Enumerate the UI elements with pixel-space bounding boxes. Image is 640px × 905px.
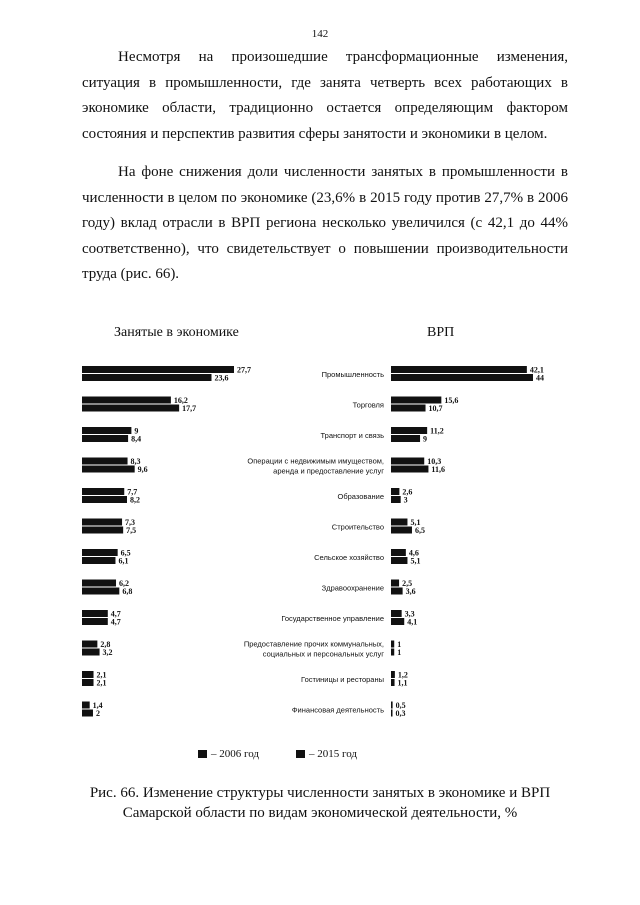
bar-grp-2006-год-2 xyxy=(391,397,441,404)
bar-grp-2006-год-8 xyxy=(391,580,399,587)
data-label-employment-2006-год-10: 2,8 xyxy=(100,640,111,649)
data-label-grp-2006-год-5: 2,6 xyxy=(402,487,413,497)
data-label-employment-2015-год-11: 2,1 xyxy=(96,678,107,688)
bar-grp-2015-год-10 xyxy=(391,649,394,656)
category-label-9 xyxy=(281,614,384,623)
bar-grp-2015-год-2 xyxy=(391,405,426,412)
bar-employment-2006-год-7 xyxy=(82,549,118,556)
data-label-grp-2015-год-12: 0,3 xyxy=(395,709,406,718)
data-label-employment-2006-год-7: 6,5 xyxy=(120,548,131,558)
bar-grp-2006-год-11 xyxy=(391,671,395,678)
bar-employment-2015-год-8 xyxy=(82,588,119,595)
bar-employment-2006-год-3 xyxy=(82,427,131,434)
category-label-3-line-1: Транспорт и связь xyxy=(320,431,384,440)
category-label-7-line-1: Сельское хозяйство xyxy=(314,553,384,562)
data-label-employment-2015-год-10: 3,2 xyxy=(102,648,113,657)
data-label-grp-2015-год-10: 1 xyxy=(397,648,402,657)
bar-grp-2006-год-10 xyxy=(391,641,394,648)
bar-grp-2006-год-12 xyxy=(391,702,393,709)
bar-employment-2006-год-4 xyxy=(82,458,128,465)
data-label-grp-2015-год-3: 9 xyxy=(423,434,428,444)
bar-employment-2015-год-5 xyxy=(82,496,127,503)
data-label-employment-2015-год-6: 7,5 xyxy=(126,526,137,535)
bar-grp-2015-год-7 xyxy=(391,557,407,564)
data-label-grp-2015-год-9: 4,1 xyxy=(407,617,418,627)
bar-employment-2006-год-9 xyxy=(82,610,108,617)
bar-grp-2006-год-3 xyxy=(391,427,427,434)
category-label-8 xyxy=(322,584,384,593)
data-label-grp-2006-год-1: 42,1 xyxy=(529,365,544,375)
category-label-1-line-1: Промышленность xyxy=(321,370,384,379)
category-label-8-line-1: Здравоохранение xyxy=(321,583,384,593)
legend-label-2015: – 2015 год xyxy=(309,748,358,760)
data-label-grp-2015-год-5: 3 xyxy=(403,495,408,505)
data-label-grp-2006-год-7: 4,6 xyxy=(408,548,419,558)
category-label-6-line-1: Строительство xyxy=(331,522,384,532)
data-label-employment-2006-год-12: 1,4 xyxy=(92,701,103,710)
category-label-7 xyxy=(314,553,384,562)
legend-label-2006: – 2006 год xyxy=(211,748,260,760)
data-label-grp-2006-год-6: 5,1 xyxy=(410,518,421,527)
page-number: 142 xyxy=(311,28,329,40)
data-label-employment-2015-год-7: 6,1 xyxy=(118,556,129,566)
bar-grp-2015-год-4 xyxy=(391,466,428,473)
category-label-4-line-1: Операции с недвижимым имуществом, xyxy=(247,456,384,466)
data-label-grp-2015-год-7: 5,1 xyxy=(410,556,421,566)
category-label-12-line-1: Финансовая деятельность xyxy=(291,705,384,715)
category-label-2-line-1: Торговля xyxy=(352,400,384,410)
data-label-employment-2006-год-4: 8,3 xyxy=(130,457,141,466)
data-label-grp-2006-год-11: 1,2 xyxy=(397,670,408,680)
category-label-5-line-1: Образование xyxy=(337,492,384,501)
chart-title-employment: Занятые в экономике xyxy=(114,325,239,340)
bar-grp-2006-год-6 xyxy=(391,519,407,526)
bar-employment-2015-год-3 xyxy=(82,435,128,442)
data-label-employment-2015-год-5: 8,2 xyxy=(129,495,140,505)
bar-employment-2006-год-6 xyxy=(82,519,122,526)
bar-employment-2006-год-2 xyxy=(82,397,171,404)
data-label-employment-2015-год-1: 23,6 xyxy=(214,373,229,383)
data-label-grp-2006-год-10: 1 xyxy=(397,640,402,649)
category-label-10-line-1: Предоставление прочих коммунальных, xyxy=(243,639,384,649)
bar-employment-2015-год-12 xyxy=(82,710,93,717)
bar-grp-2015-год-11 xyxy=(391,679,395,686)
legend-swatch-2015 xyxy=(296,750,305,758)
data-label-grp-2006-год-2: 15,6 xyxy=(444,396,459,405)
legend-swatch-2006 xyxy=(198,750,207,758)
bar-employment-2015-год-6 xyxy=(82,527,123,534)
bar-grp-2015-год-6 xyxy=(391,527,412,534)
data-label-employment-2015-год-8: 6,8 xyxy=(122,587,133,596)
category-label-4-line-2: аренда и предоставление услуг xyxy=(273,466,384,476)
chart-title-grp: ВРП xyxy=(427,325,455,340)
data-label-employment-2006-год-6: 7,3 xyxy=(125,518,136,527)
data-label-grp-2006-год-8: 2,5 xyxy=(402,579,413,588)
bar-employment-2006-год-5 xyxy=(82,488,124,495)
bar-employment-2015-год-11 xyxy=(82,679,94,686)
bar-employment-2015-год-9 xyxy=(82,618,108,625)
category-label-12 xyxy=(292,706,384,715)
category-label-10 xyxy=(244,640,384,659)
bar-employment-2015-год-4 xyxy=(82,466,135,473)
figure-caption-line-2: Самарской области по видам экономической деятельности, % xyxy=(122,805,518,821)
bar-employment-2015-год-7 xyxy=(82,557,115,564)
legend-item-2006 xyxy=(198,748,259,760)
data-label-grp-2015-год-8: 3,6 xyxy=(405,587,416,596)
bar-employment-2006-год-1 xyxy=(82,366,234,373)
bar-employment-2006-год-8 xyxy=(82,580,116,587)
paragraph-1: Несмотря на произошедшие трансформационные изменения, ситуация в промышленности, где занята четверть всех работающих в экономике области, традиционно остается определяющим фактором состояния и перспектив развития сферы занятости и экономики в целом. xyxy=(82,49,568,142)
bar-employment-2015-год-1 xyxy=(82,374,212,381)
data-label-employment-2006-год-8: 6,2 xyxy=(119,579,130,588)
data-label-grp-2006-год-12: 0,5 xyxy=(395,701,406,710)
category-label-10-line-2: социальных и персональных услуг xyxy=(262,649,384,659)
bar-grp-2006-год-4 xyxy=(391,458,424,465)
bar-grp-2006-год-5 xyxy=(391,488,399,495)
data-label-employment-2015-год-4: 9,6 xyxy=(137,465,148,474)
legend-item-2015 xyxy=(296,748,357,760)
category-label-11 xyxy=(301,675,384,684)
data-label-grp-2015-год-1: 44 xyxy=(536,373,544,383)
data-label-employment-2006-год-1: 27,7 xyxy=(237,365,251,375)
data-label-grp-2006-год-4: 10,3 xyxy=(427,457,442,466)
figure-caption-line-1: Рис. 66. Изменение структуры численности занятых в экономике и ВРП xyxy=(89,785,551,801)
data-label-employment-2015-год-12: 2 xyxy=(95,709,100,718)
data-label-grp-2015-год-2: 10,7 xyxy=(428,404,443,413)
paragraph-2: На фоне снижения доли численности занятых в промышленности в численности в целом по экономике (23,6% в 2015 году против 27,7% в 2006 году) вклад отрасли в ВРП региона несколько увеличился (с 42,1 до 44% соответственно), что свидетельствует о повышении производительности труда (рис. 66). xyxy=(82,164,568,282)
bar-grp-2006-год-1 xyxy=(391,366,527,373)
data-label-grp-2006-год-3: 11,2 xyxy=(430,426,444,436)
bar-grp-2015-год-12 xyxy=(391,710,393,717)
category-label-11-line-1: Гостиницы и рестораны xyxy=(301,675,384,684)
data-label-employment-2015-год-2: 17,7 xyxy=(182,404,197,413)
bar-employment-2006-год-11 xyxy=(82,671,94,678)
category-label-2 xyxy=(353,401,384,410)
bar-grp-2015-год-5 xyxy=(391,496,401,503)
data-label-grp-2015-год-11: 1,1 xyxy=(397,678,408,688)
data-label-employment-2006-год-5: 7,7 xyxy=(127,487,138,497)
bar-employment-2006-год-10 xyxy=(82,641,97,648)
data-label-employment-2006-год-2: 16,2 xyxy=(173,396,188,405)
data-label-employment-2006-год-9: 4,7 xyxy=(110,609,121,619)
category-label-4 xyxy=(247,457,384,476)
category-label-9-line-1: Государственное управление xyxy=(281,614,384,623)
data-label-grp-2006-год-9: 3,3 xyxy=(404,609,415,619)
category-label-5 xyxy=(338,492,385,501)
data-label-employment-2015-год-9: 4,7 xyxy=(110,617,121,627)
bar-employment-2015-год-2 xyxy=(82,405,179,412)
data-label-employment-2006-год-3: 9 xyxy=(134,426,139,436)
data-label-employment-2015-год-3: 8,4 xyxy=(131,434,142,444)
category-label-1 xyxy=(322,370,384,379)
bar-grp-2006-год-7 xyxy=(391,549,406,556)
category-label-3 xyxy=(321,431,385,440)
bar-grp-2015-год-9 xyxy=(391,618,404,625)
category-label-6 xyxy=(332,523,384,532)
bar-grp-2015-год-3 xyxy=(391,435,420,442)
data-label-employment-2006-год-11: 2,1 xyxy=(96,670,107,680)
bar-grp-2015-год-1 xyxy=(391,374,533,381)
bar-employment-2015-год-10 xyxy=(82,649,100,656)
bar-employment-2006-год-12 xyxy=(82,702,90,709)
data-label-grp-2015-год-4: 11,6 xyxy=(431,465,445,474)
bar-grp-2006-год-9 xyxy=(391,610,402,617)
bar-grp-2015-год-8 xyxy=(391,588,403,595)
data-label-grp-2015-год-6: 6,5 xyxy=(414,526,425,535)
